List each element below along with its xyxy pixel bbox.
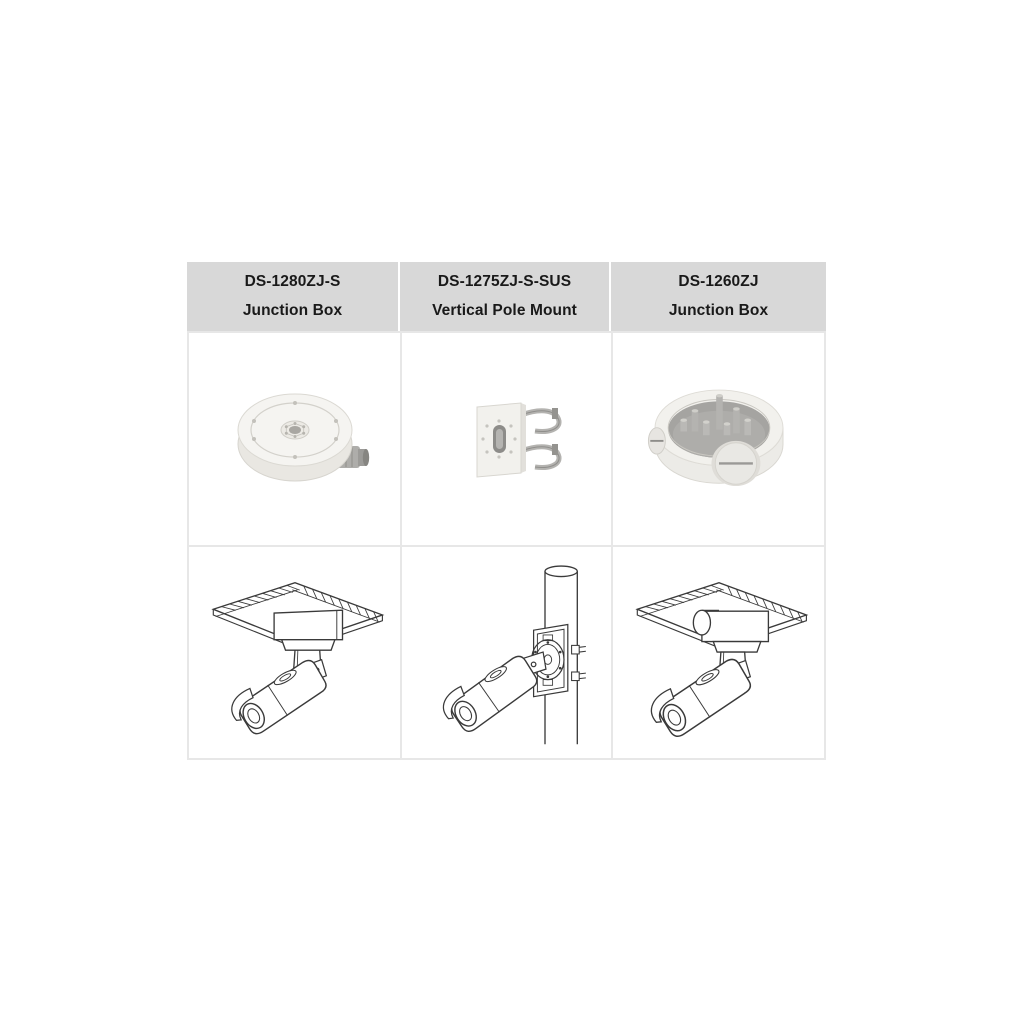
header-cell-ds-1260zj bbox=[611, 262, 826, 331]
junction-box-photo bbox=[639, 379, 799, 499]
pole-mount-install-drawing bbox=[412, 558, 602, 748]
junction-box-photo bbox=[220, 384, 370, 494]
drawing-cell-ds-1260zj bbox=[611, 545, 826, 760]
bullet-camera bbox=[436, 649, 541, 737]
bullet-camera bbox=[644, 652, 755, 743]
photo-cell-ds-1260zj bbox=[611, 331, 826, 545]
header-cell-ds-1275zj-s-sus bbox=[400, 262, 611, 331]
vertical-pole-mount-photo bbox=[447, 389, 567, 489]
drawing-cell-ds-1280zj-s bbox=[187, 545, 400, 760]
ceiling-mount-install-drawing bbox=[624, 558, 814, 748]
drawing-cell-ds-1275zj-s-sus bbox=[400, 545, 611, 760]
product-name: Junction Box bbox=[242, 302, 343, 319]
model-number: DS-1260ZJ bbox=[678, 273, 759, 290]
model-number: DS-1280ZJ-S bbox=[244, 273, 341, 290]
photo-cell-ds-1280zj-s bbox=[187, 331, 400, 545]
product-name: Junction Box bbox=[668, 302, 769, 319]
header-cell-ds-1280zj-s bbox=[187, 262, 400, 331]
pole-clamps bbox=[521, 408, 559, 468]
photo-cell-ds-1275zj-s-sus bbox=[400, 331, 611, 545]
model-number: DS-1275ZJ-S-SUS bbox=[437, 273, 572, 290]
accessory-table bbox=[187, 262, 826, 760]
side-screw-cap bbox=[648, 428, 665, 454]
front-screw-cap bbox=[711, 441, 760, 486]
bullet-camera bbox=[225, 654, 330, 740]
ceiling-mount-install-drawing bbox=[200, 558, 390, 748]
product-name: Vertical Pole Mount bbox=[432, 302, 577, 319]
